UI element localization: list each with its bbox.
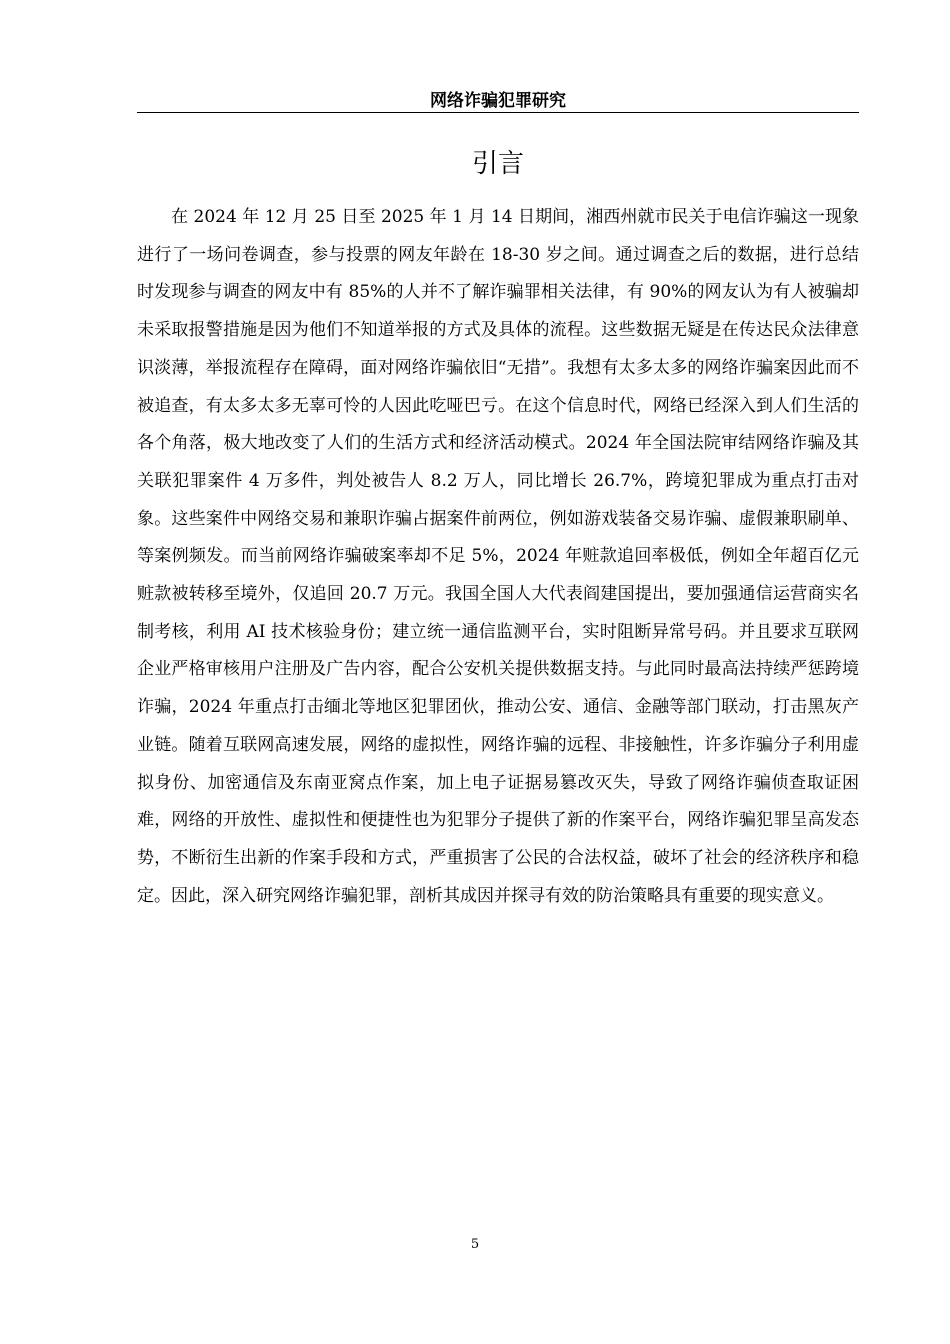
running-header-title: 网络诈骗犯罪研究 xyxy=(430,91,566,111)
page-number: 5 xyxy=(470,1237,480,1252)
section-title: 引言 xyxy=(471,149,524,179)
header-divider xyxy=(137,112,859,113)
body-paragraph: 在 2024 年 12 月 25 日至 2025 年 1 月 14 日期间，湘西州就市民关于电信诈骗这一现象进行了一场问卷调查，参与投票的网友年龄在 18-30 岁之间。通过调查之后的数据，进行总结时发现参与调查的网友中有 85%的人并不了解诈骗罪相关法律，有 90%的网友认为有人被骗却未采取报警措施是因为他们不知道举报的方式及具体的流程。这些数据无疑是在传达民众法律意识淡薄，举报流程存在障碍，面对网络诈骗依旧“无措”。我想有太多太多的网络诈骗案因此而不被追查，有太多太多无辜可怜的人因此吃哑巴亏。在这个信息时代，网络已经深入到人们生活的各个角落，极大地改变了人们的生活方式和经济活动模式。2024 年全国法院审结网络诈骗及其关联犯罪案件 4 万多件，判处被告人 8.2 万人，同比增长 26.7%，跨境犯罪成为重点打击对象。这些案件中网络交易和兼职诈骗占据案件前两位，例如游戏装备交易诈骗、虚假兼职刷单、等案例频发。而当前网络诈骗破案率却不足 5%，2024 年赃款追回率极低，例如全年超百亿元赃款被转移至境外，仅追回 20.7 万元。我国全国人大代表阎建国提出，要加强通信运营商实名制考核，利用 AI 技术核验身份；建立统一通信监测平台，实时阻断异常号码。并且要求互联网企业严格审核用户注册及广告内容，配合公安机关提供数据支持。与此同时最高法持续严惩跨境诈骗，2024 年重点打击缅北等地区犯罪团伙，推动公安、通信、金融等部门联动，打击黑灰产业链。随着互联网高速发展，网络的虚拟性，网络诈骗的远程、非接触性，许多诈骗分子利用虚拟身份、加密通信及东南亚窝点作案，加上电子证据易篡改灭失，导致了网络诈骗侦查取证困难，网络的开放性、虚拟性和便捷性也为犯罪分子提供了新的作案平台，网络诈骗犯罪呈高发态势，不断衍生出新的作案手段和方式，严重损害了公民的合法权益，破坏了社会的经济秩序和稳定。因此，深入研究网络诈骗犯罪，剖析其成因并探寻有效的防治策略具有重要的现实意义。 xyxy=(137,207,859,906)
